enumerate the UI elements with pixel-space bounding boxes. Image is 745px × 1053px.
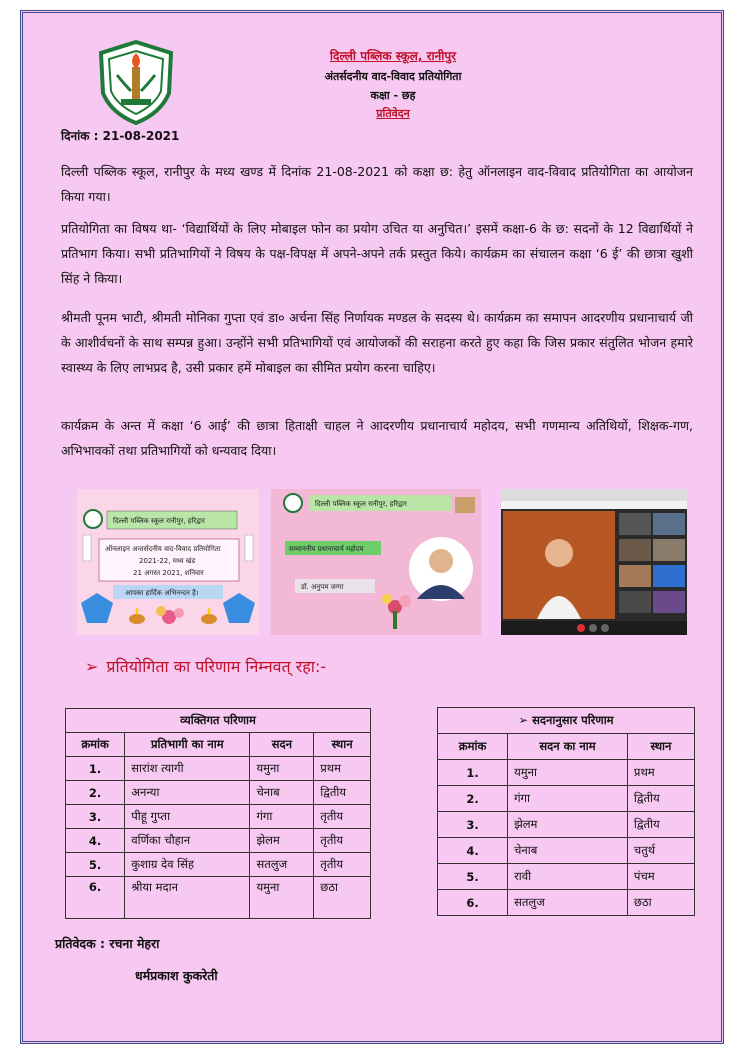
table-cell: यमुना [508,760,628,786]
table-cell: 6. [438,890,508,916]
slide2-name: डॉ. अनुपम जग्गा [301,583,344,591]
slide-logo-icon [284,494,302,512]
slide1-date: 21 अगस्त 2021, शनिवार [133,569,204,577]
slide-logo-icon [84,510,102,528]
participant-tile [619,513,651,535]
table-cell: 4. [438,838,508,864]
arrow-bullet-icon: ➢ [518,713,533,727]
participant-tile [653,565,685,587]
table-cell: गंगा [250,805,314,829]
column-header: प्रतिभागी का नाम [125,733,250,757]
column-header: स्थान [627,734,694,760]
table-cell: 3. [66,805,125,829]
report-page [20,10,724,1044]
table-cell: द्वितीय [627,812,694,838]
table-cell: 2. [438,786,508,812]
participant-tile [619,565,651,587]
end-call-icon [577,624,585,632]
table-cell: गंगा [508,786,628,812]
table-cell: यमुना [250,877,314,919]
individual-results-table [65,708,371,919]
table-cell: श्रीया मदान [125,877,250,919]
table-row [66,829,371,853]
table-row [438,812,695,838]
table-row [66,853,371,877]
paragraph-thanks: कार्यक्रम के अन्त में कक्षा ‘6 आई’ की छात्रा हिताक्षी चाहल ने आदरणीय प्रधानाचार्य महोदय, सभी गणमान्य अतिथियों, शिक्षक-गण, अभिभावकों तथा प्रतिभागियों को धन्यवाद दिया। [61,418,693,458]
slide1-session: 2021-22, मध्य खंड [139,557,196,565]
column-header: सदन [250,733,314,757]
table-cell: वर्णिका चौहान [125,829,250,853]
table-cell: 5. [66,853,125,877]
table-row [66,877,371,919]
table-cell: 2. [66,781,125,805]
column-header: स्थान [314,733,371,757]
table-cell: द्वितीय [627,786,694,812]
table-row [438,838,695,864]
table-cell: चतुर्थ [627,838,694,864]
participant-tile [653,591,685,613]
table-cell: 1. [438,760,508,786]
slide2-title: दिल्ली पब्लिक स्कूल रानीपुर, हरिद्वार [315,500,407,508]
table-cell: अनन्या [125,781,250,805]
result-heading [85,655,326,677]
event-title: अंतर्सदनीय वाद-विवाद प्रतियोगिता [324,70,462,83]
table-row [438,890,695,916]
slide2-role: सम्माननीय प्रधानाचार्य महोदय [289,545,364,553]
table-cell: छठा [627,890,694,916]
welcome-slide-photo [77,489,259,635]
slide1-title: दिल्ली पब्लिक स्कूल रानीपुर, हरिद्वार [113,517,205,525]
table-row [438,786,695,812]
table-cell: 6. [66,877,125,919]
table-row [66,805,371,829]
reporter-line: प्रतिवेदक : रचना मेहरा [55,936,160,951]
table-cell: द्वितीय [314,781,371,805]
house-caption-text: सदनानुसार परिणाम [532,713,614,727]
principal-slide-photo [271,489,481,635]
table-row [66,757,371,781]
table-cell: कुशाग्र देव सिंह [125,853,250,877]
paragraph-intro: दिल्ली पब्लिक स्कूल, रानीपुर के मध्य खण्ड में दिनांक 21-08-2021 को कक्षा छ: हेतु ऑनलाइन वाद-विवाद प्रतियोगिता का आयोजन किया गया। [61,164,693,204]
house-results-table [437,707,695,916]
table-row [438,864,695,890]
mic-icon [589,624,597,632]
column-header: क्रमांक [438,734,508,760]
report-label: प्रतिवेदन [376,107,410,120]
slide1-welcome: आपका हार्दिक अभिनन्दन है। [125,589,199,597]
table-cell: सतलुज [250,853,314,877]
diya-icon [201,614,217,624]
participant-tile [619,591,651,613]
participant-tile [653,539,685,561]
table-cell: प्रथम [627,760,694,786]
house-table-caption [438,708,695,734]
participant-tile [653,513,685,535]
table-row [66,781,371,805]
table-cell: 3. [438,812,508,838]
paragraph-topic: प्रतियोगिता का विषय था- ‘विद्यार्थियों के लिए मोबाइल फोन का प्रयोग उचित या अनुचित।’ इसमें कक्षा-6 के छ: सदनों के 12 विद्यार्थियों ने प्रतिभाग किया। सभी प्रतिभागियों ने विषय के पक्ष-विपक्ष में अपने-अपने तर्क प्रस्तुत किये। कार्यक्रम का संचालन कक्षा ‘6 ई’ की छात्रा खुशी सिंह ने किया। [61,221,693,286]
table-cell: झेलम [250,829,314,853]
table-cell: रावी [508,864,628,890]
school-name: दिल्ली पब्लिक स्कूल, रानीपुर [329,49,457,63]
table-cell: तृतीय [314,829,371,853]
participant-tile [619,539,651,561]
individual-table-caption: व्यक्तिगत परिणाम [66,709,371,733]
table-cell: चेनाब [250,781,314,805]
column-header: क्रमांक [66,733,125,757]
camera-icon [601,624,609,632]
table-row [438,760,695,786]
table-cell: प्रथम [314,757,371,781]
table-cell: झेलम [508,812,628,838]
arrow-bullet-icon: ➢ [85,657,99,676]
table-cell: यमुना [250,757,314,781]
table-cell: सतलुज [508,890,628,916]
table-cell: पीहू गुप्ता [125,805,250,829]
co-reporter-line: धर्मप्रकाश कुकरेती [135,968,218,983]
table-cell: 1. [66,757,125,781]
table-cell: पंचम [627,864,694,890]
table-cell: छठा [314,877,371,919]
table-cell: 5. [438,864,508,890]
table-cell: तृतीय [314,853,371,877]
column-header: सदन का नाम [508,734,628,760]
diya-icon [129,614,145,624]
table-cell: सारांश त्यागी [125,757,250,781]
table-cell: चेनाब [508,838,628,864]
result-heading-text: प्रतियोगिता का परिणाम निम्नवत् रहा:- [106,657,327,676]
slide1-event: ऑनलाइन अन्तर्सदनीय वाद-विवाद प्रतियोगिता [105,545,221,553]
school-logo-icon [95,39,177,125]
report-date: दिनांक : 21-08-2021 [61,129,180,143]
table-cell: तृतीय [314,805,371,829]
paragraph-judges: श्रीमती पूनम भाटी, श्रीमती मोनिका गुप्ता एवं डा० अर्चना सिंह निर्णायक मण्डल के सदस्य थे। कार्यक्रम का समापन आदरणीय प्रधानाचार्य जी के आशीर्वचनों के साथ सम्पन्न हुआ। उन्होंने सभी प्रतिभागियों एवं आयोजकों की सराहना करते हुए कहा कि जिस प्रकार संतुलित भोजन हमारे स्वास्थ्य के लिए लाभप्रद है, उसी प्रकार हमें मोबाइल का सीमित प्रयोग करना चाहिए। [61,310,693,375]
table-cell: 4. [66,829,125,853]
class-line: कक्षा - छह [370,89,416,102]
online-meeting-photo [501,489,687,635]
